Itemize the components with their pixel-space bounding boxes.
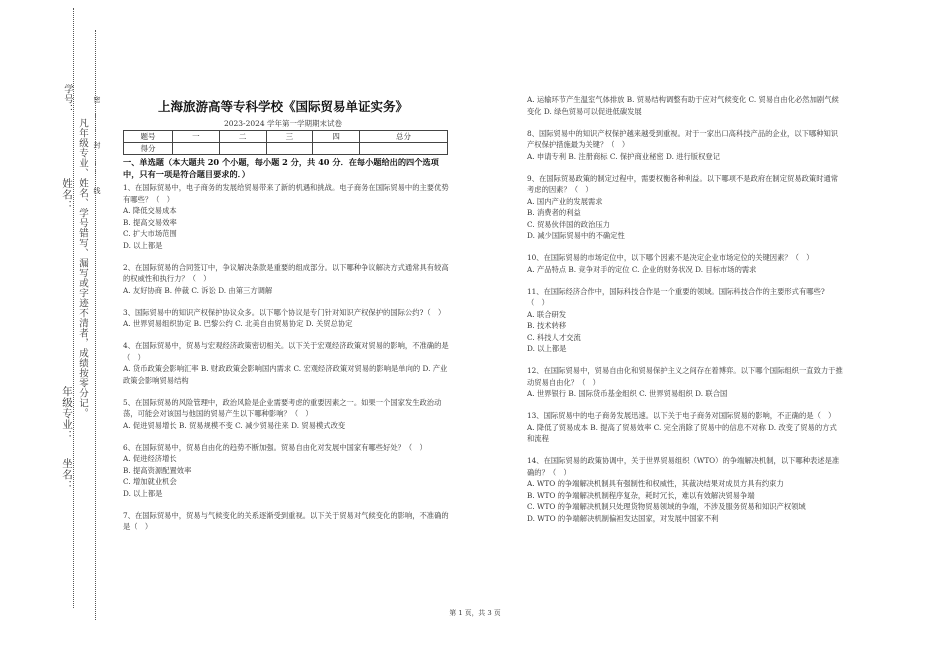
- student-id-label: 学号：: [62, 84, 73, 114]
- question-stem: 12、在国际贸易中，贸易自由化和贸易保护主义之间存在着博弈。以下哪个国际组织一直致力于推动贸易自由化？（ ）: [527, 366, 843, 387]
- seal-line-label: 密 …… 封 …… 线: [93, 96, 101, 198]
- question-stem: 9、在国际贸易政策的制定过程中，需要权衡各种利益。以下哪项不是政府在制定贸易政策时通常考虑的因素？（ ）: [527, 173, 839, 194]
- question-item: [527, 252, 843, 275]
- question-option: C. 科技人才交流: [527, 332, 581, 342]
- score-table-header-row: [124, 131, 448, 143]
- exam-subtitle: 2023-2024 学年第一学期期末试卷: [223, 119, 343, 128]
- score-input-cell: [313, 143, 360, 155]
- question-item: [527, 410, 843, 445]
- question-stem: 14、在国际贸易的政策协调中，关于世界贸易组织（WTO）的争端解决机制，以下哪种表述是准确的？（ ）: [527, 456, 840, 477]
- seat-label: 坐名：: [61, 458, 73, 491]
- question-item: [527, 173, 843, 242]
- score-cell: 题号: [124, 131, 173, 143]
- question-item: [123, 340, 451, 386]
- question-option: A. 货币政策会影响汇率 B. 财政政策会影响国内需求 C. 宏观经济政策对贸易的影响是单向的 D. 产业政策会影响贸易结构: [123, 364, 448, 385]
- question-option: A. 友好协商 B. 仲裁 C. 诉讼 D. 由第三方调解: [123, 285, 273, 295]
- question-stem: 11、在国际经济合作中，国际科技合作是一个重要的领域。国际科技合作的主要形式有哪些?（ ）: [527, 286, 825, 307]
- class-label: 年级专业：: [61, 386, 73, 441]
- score-input-cell: [360, 143, 448, 155]
- score-table: [123, 130, 448, 155]
- score-cell: 四: [313, 131, 360, 143]
- question-stem: 4、在国际贸易中，贸易与宏观经济政策密切相关。以下关于宏观经济政策对贸易的影响，不准确的是（ ）: [123, 341, 449, 362]
- exam-title: 上海旅游高等专科学校《国际贸易单证实务》: [157, 99, 408, 114]
- right-question-list: [527, 94, 843, 524]
- question-stem: 3、国际贸易中的知识产权保护协议众多。以下哪个协议是专门针对知识产权保护的国际公约?（ ）: [123, 307, 446, 317]
- score-cell: 二: [219, 131, 266, 143]
- question-item: [123, 397, 451, 432]
- left-column: [123, 156, 451, 543]
- score-cell: 三: [266, 131, 313, 143]
- question-stem: 13、国际贸易中的电子商务发展迅速。以下关于电子商务对国际贸易的影响，不正确的是（ ）: [527, 411, 836, 420]
- question-item: [123, 182, 451, 251]
- question-item: [123, 307, 451, 330]
- question-option: B. 提高交易效率: [123, 217, 177, 227]
- exam-notice: 凡年级专业、姓名、学号错写、漏写或字迹不清者，成绩按零分记。: [77, 118, 88, 418]
- score-input-cell: [266, 143, 313, 155]
- question-item: [123, 510, 451, 533]
- question-stem: 1、在国际贸易中，电子商务的发展给贸易带来了新的机遇和挑战。电子商务在国际贸易中的主要优势有哪些？（ ）: [123, 183, 449, 204]
- score-table-score-row: [124, 143, 448, 155]
- question-option: D. 以上都是: [123, 488, 163, 498]
- question-stem: 7、在国际贸易中，贸易与气候变化的关系逐渐受到重视。以下关于贸易对气候变化的影响，不准确的是（ ）: [123, 510, 449, 531]
- question-option: B. WTO 的争端解决机制程序复杂，耗时冗长，难以有效解决贸易争端: [527, 490, 755, 500]
- score-cell: 得分: [124, 143, 173, 155]
- question-stem: 5、在国际贸易的风险管理中，政治风险是企业需要考虑的重要因素之一。如果一个国家发生政治动荡，可能会对该国与他国的贸易产生以下哪种影响？（ ）: [123, 397, 442, 418]
- question-option: A. 运输环节产生温室气体排放 B. 贸易结构调整有助于应对气候变化 C. 贸易自由化必然加剧气候变化 D. 绿色贸易可以促进低碳发展: [527, 95, 839, 116]
- question-option: A. 国内产业的发展需求: [527, 196, 603, 206]
- question-option: A. 联合研发: [527, 309, 567, 319]
- score-cell: 一: [173, 131, 220, 143]
- question-option: C. 扩大市场范围: [123, 229, 177, 238]
- question-option: A. 降低了贸易成本 B. 提高了贸易效率 C. 完全消除了贸易中的信息不对称 D. 改变了贸易的方式和流程: [527, 422, 837, 443]
- question-item: [527, 365, 843, 400]
- question-item: [123, 442, 451, 500]
- question-option: B. 技术转移: [527, 321, 567, 330]
- question-stem: 6、在国际贸易中，贸易自由化的趋势不断加强。贸易自由化对发展中国家有哪些好处？（ ）: [123, 442, 427, 452]
- question-item: [123, 262, 451, 297]
- question-option: C. WTO 的争端解决机制只处理货物贸易领域的争端，不涉及服务贸易和知识产权领域: [527, 502, 806, 511]
- name-label: 姓名：: [61, 178, 73, 211]
- question-option: A. 产品特点 B. 竞争对手的定位 C. 企业的财务状况 D. 目标市场的需求: [527, 264, 757, 274]
- question-option: A. 促进贸易增长 B. 贸易规模不变 C. 减少贸易往来 D. 贸易模式改变: [123, 420, 346, 430]
- question-stem: 8、国际贸易中的知识产权保护越来越受到重视。对于一家出口高科技产品的企业，以下哪种知识产权保护措施最为关键？（ ）: [527, 128, 839, 149]
- score-input-cell: [219, 143, 266, 155]
- question-option: A. 促进经济增长: [123, 454, 177, 463]
- question-option: D. 以上都是: [123, 240, 163, 250]
- question-option: A. WTO 的争端解决机制具有强制性和权威性，其裁决结果对成员方具有约束力: [527, 479, 784, 488]
- right-column: [527, 94, 843, 535]
- question-option: A. 世界贸易组织协定 B. 巴黎公约 C. 北美自由贸易协定 D. 关贸总协定: [123, 319, 353, 328]
- score-input-cell: [173, 143, 220, 155]
- question-option: D. WTO 的争端解决机制偏袒发达国家，对发展中国家不利: [527, 513, 719, 523]
- binding-margin: [0, 0, 112, 672]
- question-option: C. 贸易伙伴国的政治压力: [527, 219, 610, 229]
- question-option: C. 增加就业机会: [123, 477, 177, 486]
- left-question-list: [123, 182, 451, 533]
- question-option: A. 降低交易成本: [123, 206, 177, 215]
- question-item: [527, 286, 843, 355]
- question-option: D. 以上都是: [527, 344, 567, 353]
- question-item: [527, 128, 843, 163]
- page-footer: 第 1 页，共 3 页: [449, 609, 501, 617]
- question-item: [527, 455, 843, 524]
- question-item: [527, 94, 843, 117]
- question-option: B. 消费者的利益: [527, 208, 581, 217]
- question-stem: 10、在国际贸易的市场定位中，以下哪个因素不是决定企业市场定位的关键因素？（ ）: [527, 253, 814, 262]
- question-option: B. 提高资源配置效率: [123, 465, 192, 475]
- question-option: A. 申请专利 B. 注册商标 C. 保护商业秘密 D. 进行版权登记: [527, 151, 720, 161]
- question-stem: 2、在国际贸易的合同签订中，争议解决条款是重要的组成部分。以下哪种争议解决方式通常具有较高的权威性和执行力？（ ）: [123, 262, 449, 283]
- question-option: D. 减少国际贸易中的不确定性: [527, 231, 625, 240]
- question-option: A. 世界银行 B. 国际货币基金组织 C. 世界贸易组织 D. 联合国: [527, 389, 728, 398]
- score-cell: 总分: [360, 131, 448, 143]
- section-heading: 一、单选题（本大题共 20 个小题，每小题 2 分，共 40 分．在每小题给出的四个选项中，只有一项是符合题目要求的．）: [123, 157, 439, 179]
